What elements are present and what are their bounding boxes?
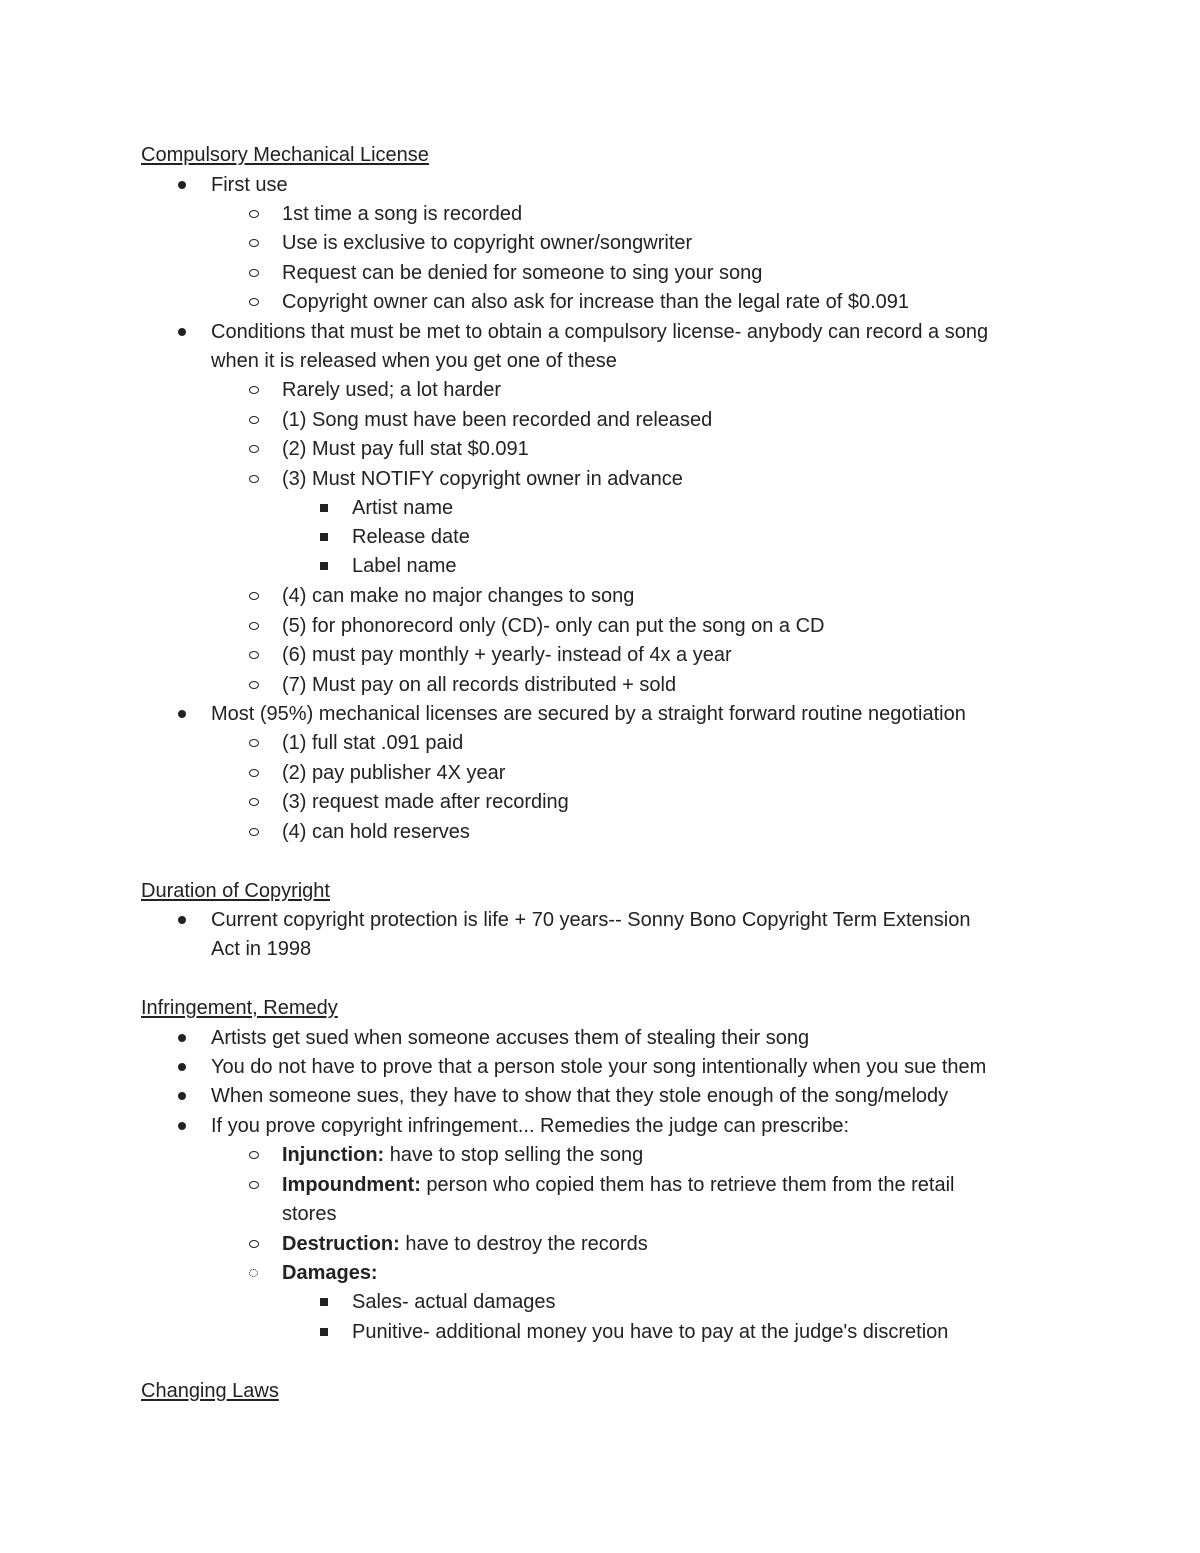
list-item-text: Request can be denied for someone to sing your song xyxy=(282,262,763,284)
list-item-text: First use xyxy=(211,174,288,196)
section-heading-changing-laws: Changing Laws xyxy=(141,1380,279,1402)
bullet-square-icon xyxy=(320,1328,328,1336)
list-item-text: (6) must pay monthly + yearly- instead of 4x a year xyxy=(282,644,732,666)
list-item-text: Most (95%) mechanical licenses are secured by a straight forward routine negotiation xyxy=(211,703,966,725)
term-destruction: Destruction: xyxy=(282,1233,400,1255)
list-item xyxy=(282,1143,643,1167)
term-injunction: Injunction: xyxy=(282,1144,385,1166)
list-item-text: Current copyright protection is life + 70 years-- Sonny Bono Copyright Term Extension xyxy=(211,909,971,931)
list-item xyxy=(211,173,288,197)
list-item xyxy=(211,1055,986,1079)
bullet-square-icon xyxy=(320,562,328,570)
section-heading-duration: Duration of Copyright xyxy=(141,880,330,902)
bullet-circle-icon xyxy=(249,298,259,306)
list-item-text: When someone sues, they have to show that they stole enough of the song/melody xyxy=(211,1085,949,1107)
bullet-disc-icon xyxy=(178,1034,186,1042)
list-item xyxy=(211,702,966,726)
list-item xyxy=(282,643,732,667)
list-item xyxy=(282,261,762,285)
list-item xyxy=(352,525,470,549)
list-item-text: (4) can make no major changes to song xyxy=(282,585,635,607)
list-item xyxy=(352,554,457,578)
list-item xyxy=(211,1026,809,1050)
list-item xyxy=(282,673,676,697)
list-item-text: have to stop selling the song xyxy=(384,1144,644,1166)
list-item xyxy=(282,378,501,402)
list-item xyxy=(282,584,634,608)
bullet-square-icon xyxy=(320,504,328,512)
list-item-text: Sales- actual damages xyxy=(352,1291,556,1313)
list-item xyxy=(282,790,569,814)
list-item xyxy=(282,1232,648,1256)
list-item-text: If you prove copyright infringement... Remedies the judge can prescribe: xyxy=(211,1115,850,1137)
list-item-text: Act in 1998 xyxy=(211,938,312,960)
bullet-circle-icon xyxy=(249,592,259,600)
bullet-circle-icon xyxy=(249,239,259,247)
list-item xyxy=(282,437,529,461)
list-item-text: Artist name xyxy=(352,497,454,519)
list-item-text: (3) Must NOTIFY copyright owner in advance xyxy=(282,468,683,490)
list-item xyxy=(282,408,712,432)
bullet-circle-icon xyxy=(249,445,259,453)
bullet-circle-icon xyxy=(249,269,259,277)
list-item-text: person who copied them has to retrieve them from the retail xyxy=(420,1174,955,1196)
bullet-circle-icon xyxy=(249,1240,259,1248)
list-item-text: when it is released when you get one of these xyxy=(211,350,617,372)
bullet-circle-icon xyxy=(249,416,259,424)
bullet-disc-icon xyxy=(178,710,186,718)
list-item-text: (4) can hold reserves xyxy=(282,821,470,843)
bullet-dotted-circle-icon xyxy=(249,1269,258,1277)
list-item xyxy=(211,1114,849,1138)
bullet-circle-icon xyxy=(249,651,259,659)
list-item-text: (5) for phonorecord only (CD)- only can put the song on a CD xyxy=(282,615,825,637)
list-item-text: (1) full stat .091 paid xyxy=(282,732,464,754)
list-item-text: Conditions that must be met to obtain a compulsory license- anybody can record a song xyxy=(211,321,989,343)
bullet-disc-icon xyxy=(178,328,186,336)
list-item-text: Release date xyxy=(352,526,470,548)
bullet-disc-icon xyxy=(178,916,186,924)
bullet-circle-icon xyxy=(249,769,259,777)
list-item-text: (1) Song must have been recorded and released xyxy=(282,409,713,431)
list-item-text: (2) pay publisher 4X year xyxy=(282,762,506,784)
bullet-circle-icon xyxy=(249,475,259,483)
bullet-disc-icon xyxy=(178,1092,186,1100)
bullet-circle-icon xyxy=(249,739,259,747)
section-heading-infringement: Infringement, Remedy xyxy=(141,997,338,1019)
list-item xyxy=(282,1173,954,1197)
list-item xyxy=(352,496,453,520)
bullet-circle-icon xyxy=(249,1151,259,1159)
list-item xyxy=(211,320,988,344)
section-heading-compulsory: Compulsory Mechanical License xyxy=(141,144,429,166)
list-item xyxy=(282,290,909,314)
bullet-circle-icon xyxy=(249,681,259,689)
bullet-circle-icon xyxy=(249,386,259,394)
list-item-continuation xyxy=(282,1202,336,1226)
list-item-text: stores xyxy=(282,1203,337,1225)
bullet-square-icon xyxy=(320,1298,328,1306)
list-item xyxy=(282,820,470,844)
bullet-disc-icon xyxy=(178,1063,186,1071)
list-item-continuation xyxy=(211,349,617,373)
list-item xyxy=(282,467,683,491)
list-item-text: (7) Must pay on all records distributed + sold xyxy=(282,674,677,696)
bullet-circle-icon xyxy=(249,828,259,836)
bullet-circle-icon xyxy=(249,798,259,806)
list-item-text: You do not have to prove that a person stole your song intentionally when you sue them xyxy=(211,1056,987,1078)
term-damages: Damages: xyxy=(282,1262,378,1284)
list-item-text: Rarely used; a lot harder xyxy=(282,379,502,401)
list-item-text: (3) request made after recording xyxy=(282,791,569,813)
list-item-text: Use is exclusive to copyright owner/songwriter xyxy=(282,232,693,254)
bullet-square-icon xyxy=(320,533,328,541)
list-item-text: Label name xyxy=(352,555,457,577)
list-item xyxy=(282,761,505,785)
list-item-continuation xyxy=(211,937,311,961)
bullet-circle-icon xyxy=(249,622,259,630)
list-item xyxy=(282,1261,378,1285)
bullet-circle-icon xyxy=(249,210,259,218)
term-impoundment: Impoundment: xyxy=(282,1174,421,1196)
list-item xyxy=(211,908,970,932)
list-item-text: 1st time a song is recorded xyxy=(282,203,523,225)
list-item-text: Artists get sued when someone accuses them of stealing their song xyxy=(211,1027,810,1049)
bullet-circle-icon xyxy=(249,1181,259,1189)
list-item-text: Punitive- additional money you have to pay at the judge's discretion xyxy=(352,1321,949,1343)
list-item xyxy=(352,1320,948,1344)
list-item xyxy=(282,614,825,638)
bullet-disc-icon xyxy=(178,181,186,189)
list-item xyxy=(211,1084,948,1108)
list-item xyxy=(282,731,463,755)
list-item-text: (2) Must pay full stat $0.091 xyxy=(282,438,529,460)
list-item-text: have to destroy the records xyxy=(399,1233,648,1255)
list-item-text: Copyright owner can also ask for increase than the legal rate of $0.091 xyxy=(282,291,910,313)
bullet-disc-icon xyxy=(178,1122,186,1130)
list-item xyxy=(352,1290,555,1314)
list-item xyxy=(282,231,692,255)
list-item xyxy=(282,202,522,226)
